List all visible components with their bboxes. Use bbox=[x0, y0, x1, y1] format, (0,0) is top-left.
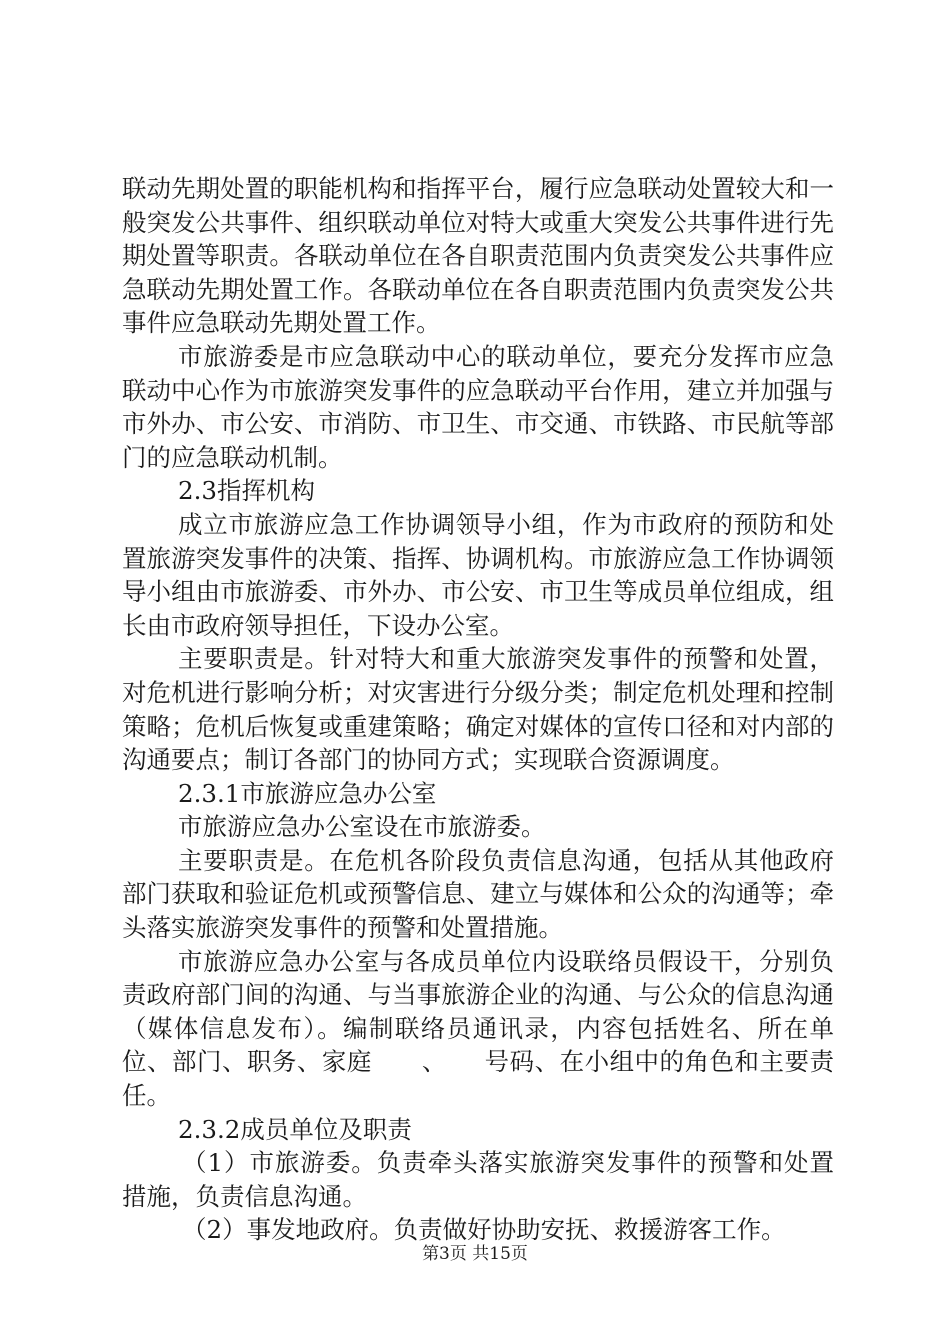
list-item-local-government: （2）事发地政府。负责做好协助安抚、救援游客工作。 bbox=[182, 1215, 786, 1245]
paragraph-linkage-unit: 市旅游委是市应急联动中心的联动单位，要充分发挥市应急联动中心作为市旅游突发事件的应急联动平台作用，建立并加强与市外办、市公安、市消防、市卫生、市交通、市铁路、市民航等部门的应急联动机制。 bbox=[122, 341, 834, 472]
list-item-tourism-committee: （1）市旅游委。负责牵头落实旅游突发事件的预警和处置措施，负责信息沟通。 bbox=[122, 1148, 834, 1211]
section-heading-2-3: 2.3指挥机构 bbox=[178, 476, 315, 506]
section-heading-2-3-2: 2.3.2成员单位及职责 bbox=[178, 1114, 412, 1144]
paragraph-liaison: 市旅游应急办公室与各成员单位内设联络员假设干，分别负责政府部门间的沟通、与当事旅游企业的沟通、与公众的信息沟通（媒体信息发布）。编制联络员通讯录，内容包括姓名、所在单位、部门、职务、家庭 、 号码、在小组中的角色和主要责任。 bbox=[122, 946, 834, 1111]
section-heading-2-3-1: 2.3.1市旅游应急办公室 bbox=[178, 778, 437, 808]
paragraph-office-location: 市旅游应急办公室设在市旅游委。 bbox=[178, 812, 546, 842]
paragraph-coordination-group: 成立市旅游应急工作协调领导小组，作为市政府的预防和处置旅游突发事件的决策、指挥、协调机构。市旅游应急工作协调领导小组由市旅游委、市外办、市公安、市卫生等成员单位组成，组长由市政府领导担任，下设办公室。 bbox=[122, 509, 834, 640]
paragraph-office-duties: 主要职责是。在危机各阶段负责信息沟通，包括从其他政府部门获取和验证危机或预警信息、建立与媒体和公众的沟通等；牵头落实旅游突发事件的预警和处置措施。 bbox=[122, 845, 834, 943]
paragraph-main-duties: 主要职责是。针对特大和重大旅游突发事件的预警和处置，对危机进行影响分析；对灾害进行分级分类；制定危机处理和控制策略；危机后恢复或重建策略；确定对媒体的宣传口径和对内部的沟通要点；制订各部门的协同方式；实现联合资源调度。 bbox=[122, 644, 834, 775]
paragraph-continuation: 联动先期处置的职能机构和指挥平台，履行应急联动处置较大和一般突发公共事件、组织联动单位对特大或重大突发公共事件进行先期处置等职责。各联动单位在各自职责范围内负责突发公共事件应急联动先期处置工作。各联动单位在各自职责范围内负责突发公共事件应急联动先期处置工作。 bbox=[122, 174, 834, 338]
page-number-footer: 第3页 共15页 bbox=[422, 1244, 528, 1264]
document-body bbox=[122, 172, 834, 1247]
